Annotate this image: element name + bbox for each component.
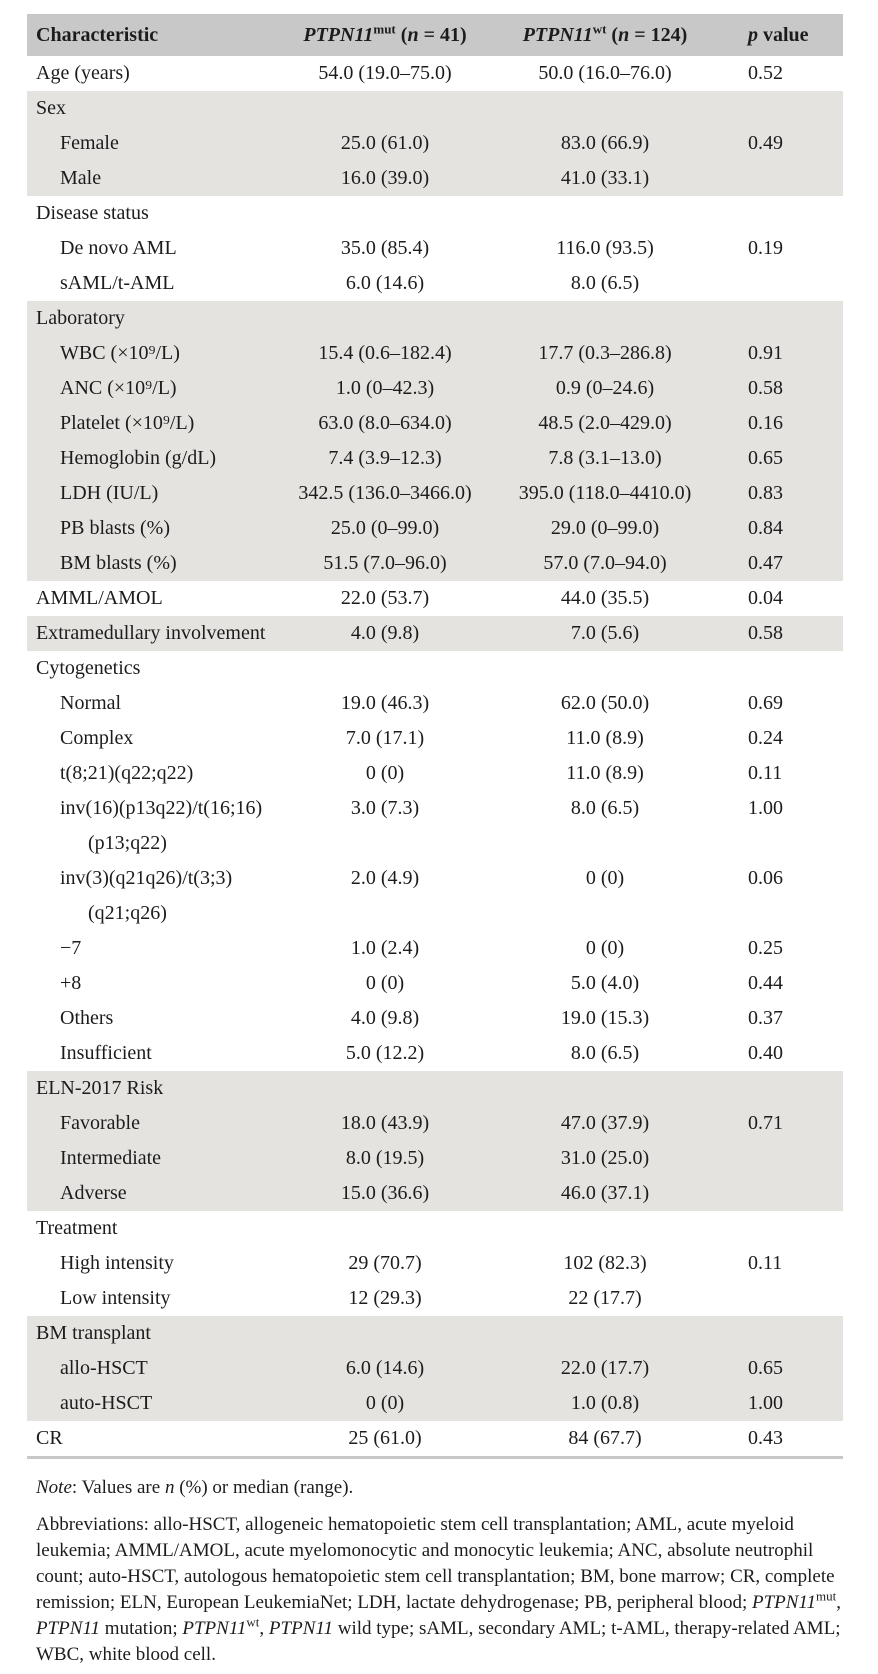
value-mut-cell: 35.0 (85.4) [340,237,430,259]
col-header-ptpn11-wt: $PTPN11^{wt}$ (n = 124) [480,14,730,56]
row-label [27,56,290,91]
row-label [27,1106,290,1141]
row-label [27,161,290,196]
p-value-cell: 0.71 [730,1106,843,1141]
row-label [27,546,290,581]
table-row [27,1106,843,1141]
row-label [27,1001,290,1036]
row-label [27,966,290,1001]
row-label-text: WBC (×10⁹/L) [60,342,180,364]
row-label-text: High intensity [60,1252,174,1274]
row-label-line2: (q21;q26) [88,902,167,924]
row-label-text: ANC (×10⁹/L) [60,377,177,399]
p-value-cell: 0.44 [748,972,783,994]
row-label [27,371,290,406]
p-value-cell: 0.58 [730,616,843,651]
p-value-cell: 0.52 [748,62,783,84]
table-row [27,231,843,266]
table-row [27,616,843,651]
p-value-cell [730,1141,843,1176]
abbreviations: Abbreviations: allo-HSCT, allogeneic hematopoietic stem cell transplantation; AML, acute myeloid leukemia; AMML/AMOL, acute myelomonocytic and monocytic leukemia; ANC, absolute neutrophil count; auto-HSCT, autologous hematopoietic stem cell transplantation; BM, bone marrow; CR, complete remission; ELN, European LeukemiaNet; LDH, lactate dehydrogenase; PB, peripheral blood; $PTPN11^{mut}$, PTPN11 mutation; $PTPN11^{wt}$, PTPN11 wild type; sAML, secondary AML; t-AML, therapy-related AML; WBC, white blood cell. [36,1514,842,1665]
value-mut-cell: 6.0 (14.6) [345,272,425,294]
row-label-text: LDH (IU/L) [60,482,159,504]
p-value-cell: 0.91 [730,336,843,371]
value-mut-cell: 54.0 (19.0–75.0) [318,62,452,84]
value-wt-cell: 44.0 (35.5) [560,587,650,609]
p-value-cell: 0.84 [730,511,843,546]
row-label-text: +8 [60,972,82,994]
value-mut-cell: 0 (0) [365,762,405,784]
table-row [27,791,843,861]
value-mut-cell: 15.4 (0.6–182.4) [290,336,480,371]
value-wt-cell: 7.0 (5.6) [480,616,730,651]
value-mut-cell: 18.0 (43.9) [290,1106,480,1141]
section-row [27,1316,843,1351]
table-row [27,1036,843,1071]
p-value-cell: 0.58 [730,371,843,406]
row-label [27,721,290,756]
table-row [27,1421,843,1458]
section-row [27,1071,843,1106]
table-row [27,1176,843,1211]
p-value-cell: 0.04 [748,587,783,609]
row-label-text: Age (years) [36,62,130,84]
row-label-text: BM blasts (%) [60,552,177,574]
row-label [27,756,290,791]
value-wt-cell: 8.0 (6.5) [570,272,640,294]
row-label-text: Low intensity [60,1287,171,1309]
p-value-cell: 0.19 [748,237,783,259]
row-label-line2: (p13;q22) [88,832,167,854]
value-wt-cell [480,301,730,336]
p-value-cell [730,196,843,231]
value-wt-cell: 8.0 (6.5) [570,797,640,819]
value-wt-cell: 0 (0) [585,937,625,959]
p-value-cell [730,1071,843,1106]
table-row [27,476,843,511]
p-value-cell [730,91,843,126]
row-label-text: Platelet (×10⁹/L) [60,412,195,434]
value-wt-cell: 46.0 (37.1) [480,1176,730,1211]
value-mut-cell [290,1071,480,1106]
table-row [27,931,843,966]
value-mut-cell: 1.0 (2.4) [350,937,420,959]
table-body [27,56,843,1458]
table-row [27,1001,843,1036]
row-label [27,1246,290,1281]
value-wt-cell: 62.0 (50.0) [560,692,650,714]
row-label [27,91,290,126]
p-value-cell [730,161,843,196]
section-row [27,91,843,126]
p-value-cell: 0.43 [730,1421,843,1458]
value-mut-cell [290,651,480,686]
value-mut-cell: 0 (0) [290,1386,480,1421]
row-label-text: Disease status [36,202,149,224]
value-wt-cell: 22.0 (17.7) [480,1351,730,1386]
value-mut-cell [290,196,480,231]
p-value-cell: 1.00 [730,1386,843,1421]
value-wt-cell: 7.8 (3.1–13.0) [480,441,730,476]
row-label-text: allo-HSCT [60,1357,148,1379]
p-value-cell: 0.40 [748,1042,783,1064]
value-wt-cell [480,1071,730,1106]
p-value-cell: 0.65 [730,1351,843,1386]
value-mut-cell [290,301,480,336]
row-label [27,1211,290,1246]
value-mut-cell: 7.0 (17.1) [345,727,425,749]
row-label-text: Extramedullary involvement [36,622,266,644]
p-value-cell: 0.49 [730,126,843,161]
value-wt-cell: 41.0 (33.1) [480,161,730,196]
p-value-cell [730,301,843,336]
row-label [27,1141,290,1176]
row-label [27,1071,290,1106]
value-wt-cell [480,1211,730,1246]
value-mut-cell: 22.0 (53.7) [340,587,430,609]
row-label [27,301,290,336]
row-label [27,126,290,161]
table-row [27,756,843,791]
row-label [27,1316,290,1351]
value-wt-cell: 1.0 (0.8) [480,1386,730,1421]
p-value-cell: 0.11 [748,762,783,784]
value-wt-cell: 83.0 (66.9) [480,126,730,161]
p-value-cell: 0.65 [730,441,843,476]
row-label [27,1421,290,1458]
row-label [27,931,290,966]
table-row [27,1351,843,1386]
row-label [27,1036,290,1071]
value-mut-cell: 3.0 (7.3) [350,797,420,819]
row-label-text: Sex [36,97,66,119]
row-label-text: Treatment [36,1217,118,1239]
p-value-cell: 0.24 [748,727,783,749]
p-value-cell [730,1316,843,1351]
row-label [27,861,290,931]
row-label-text: AMML/AMOL [36,587,163,609]
value-mut-cell: 4.0 (9.8) [290,616,480,651]
p-value-cell: 0.47 [730,546,843,581]
row-label [27,196,290,231]
value-mut-cell: 19.0 (46.3) [340,692,430,714]
value-mut-cell: 5.0 (12.2) [345,1042,425,1064]
value-mut-cell [290,91,480,126]
row-label-text: Normal [60,692,122,714]
value-wt-cell [480,196,730,231]
row-label [27,441,290,476]
value-mut-cell: 15.0 (36.6) [290,1176,480,1211]
row-label [27,581,290,616]
table-row [27,1281,843,1316]
row-label-text: BM transplant [36,1322,151,1344]
table-row [27,371,843,406]
table-row [27,721,843,756]
section-row [27,1211,843,1246]
value-mut-cell: 16.0 (39.0) [290,161,480,196]
value-mut-cell: 2.0 (4.9) [350,867,420,889]
value-wt-cell: 84 (67.7) [480,1421,730,1458]
value-mut-cell: 25 (61.0) [290,1421,480,1458]
value-wt-cell: 11.0 (8.9) [566,762,644,784]
row-label-text: auto-HSCT [60,1392,153,1414]
value-wt-cell: 47.0 (37.9) [480,1106,730,1141]
value-mut-cell: 29 (70.7) [348,1252,422,1274]
table-row [27,126,843,161]
row-label [27,1386,290,1421]
row-label-text: Male [60,167,102,189]
col-header-characteristic: Characteristic [27,14,290,56]
row-label-text: Intermediate [60,1147,162,1169]
p-value-cell [730,266,843,301]
table-row [27,861,843,931]
value-wt-cell: 5.0 (4.0) [570,972,640,994]
row-label [27,511,290,546]
row-label-text: Complex [60,727,134,749]
p-value-cell: 0.25 [748,937,783,959]
value-wt-cell: 17.7 (0.3–286.8) [480,336,730,371]
value-wt-cell: 19.0 (15.3) [560,1007,650,1029]
col-header-ptpn11-mut: $PTPN11^{mut}$ (n = 41) [290,14,480,56]
value-mut-cell: 342.5 (136.0–3466.0) [290,476,480,511]
table-row [27,56,843,91]
row-label [27,651,290,686]
value-wt-cell: 31.0 (25.0) [480,1141,730,1176]
row-label-text: Cytogenetics [36,657,141,679]
table-note: Note: Values are n (%) or median (range). [36,1477,354,1498]
value-mut-cell: 0 (0) [365,972,405,994]
row-label [27,231,290,266]
p-value-cell: 1.00 [748,797,783,819]
row-label-text: Female [60,132,119,154]
value-wt-cell: 50.0 (16.0–76.0) [538,62,672,84]
row-label-text: −7 [60,937,82,959]
row-label-text: Laboratory [36,307,125,329]
table-row [27,1246,843,1281]
row-label [27,266,290,301]
table-row [27,581,843,616]
row-label [27,336,290,371]
value-wt-cell: 48.5 (2.0–429.0) [480,406,730,441]
p-value-cell [730,1211,843,1246]
value-wt-cell: 0 (0) [585,867,625,889]
value-mut-cell: 1.0 (0–42.3) [290,371,480,406]
p-value-cell: 0.37 [748,1007,783,1029]
value-wt-cell [480,651,730,686]
row-label [27,791,290,861]
row-label-text: Hemoglobin (g/dL) [60,447,217,469]
table-row [27,511,843,546]
table-row [27,336,843,371]
table-row [27,161,843,196]
value-mut-cell [290,1316,480,1351]
row-label-text: inv(3)(q21q26)/t(3;3) [60,867,233,889]
table-row [27,266,843,301]
p-value-cell [730,1281,843,1316]
patient-characteristics-table [27,14,843,1459]
row-label-text: Others [60,1007,114,1029]
value-wt-cell: 0.9 (0–24.6) [480,371,730,406]
value-mut-cell: 25.0 (61.0) [290,126,480,161]
p-value-cell: 0.06 [748,867,783,889]
p-value-cell [730,1176,843,1211]
p-value-cell [730,651,843,686]
header-row [27,14,843,56]
row-label [27,1176,290,1211]
row-label [27,476,290,511]
p-value-cell: 0.16 [730,406,843,441]
value-wt-cell: 22 (17.7) [568,1287,642,1309]
value-wt-cell: 57.0 (7.0–94.0) [480,546,730,581]
row-label [27,686,290,721]
value-wt-cell: 29.0 (0–99.0) [480,511,730,546]
section-row [27,301,843,336]
table-row [27,406,843,441]
row-label [27,406,290,441]
row-label [27,1351,290,1386]
value-wt-cell: 8.0 (6.5) [570,1042,640,1064]
value-mut-cell: 7.4 (3.9–12.3) [290,441,480,476]
row-label-text: PB blasts (%) [60,517,170,539]
row-label-text: sAML/t-AML [60,272,175,294]
table-row [27,546,843,581]
table-row [27,1386,843,1421]
value-mut-cell: 63.0 (8.0–634.0) [290,406,480,441]
value-mut-cell: 4.0 (9.8) [350,1007,420,1029]
value-wt-cell: 11.0 (8.9) [566,727,644,749]
value-wt-cell: 116.0 (93.5) [556,237,654,259]
value-mut-cell [290,1211,480,1246]
row-label [27,616,290,651]
table-row [27,1141,843,1176]
value-wt-cell [480,1316,730,1351]
value-wt-cell: 395.0 (118.0–4410.0) [480,476,730,511]
value-wt-cell [480,91,730,126]
table-row [27,686,843,721]
section-row [27,651,843,686]
value-wt-cell: 102 (82.3) [563,1252,647,1274]
row-label-text: De novo AML [60,237,177,259]
row-label-text: t(8;21)(q22;q22) [60,762,194,784]
value-mut-cell: 51.5 (7.0–96.0) [290,546,480,581]
p-value-cell: 0.83 [730,476,843,511]
row-label-text: inv(16)(p13q22)/t(16;16) [60,797,263,819]
value-mut-cell: 25.0 (0–99.0) [290,511,480,546]
p-value-cell: 0.11 [748,1252,783,1274]
row-label-text: Insufficient [60,1042,152,1064]
table-row [27,966,843,1001]
row-label-text: ELN-2017 Risk [36,1077,164,1099]
table-row [27,441,843,476]
section-row [27,196,843,231]
row-label-text: CR [36,1427,63,1449]
row-label-text: Favorable [60,1112,140,1134]
value-mut-cell: 12 (29.3) [348,1287,422,1309]
row-label-text: Adverse [60,1182,127,1204]
value-mut-cell: 8.0 (19.5) [290,1141,480,1176]
value-mut-cell: 6.0 (14.6) [290,1351,480,1386]
row-label [27,1281,290,1316]
col-header-p-value: p value [730,14,843,56]
p-value-cell: 0.69 [748,692,783,714]
